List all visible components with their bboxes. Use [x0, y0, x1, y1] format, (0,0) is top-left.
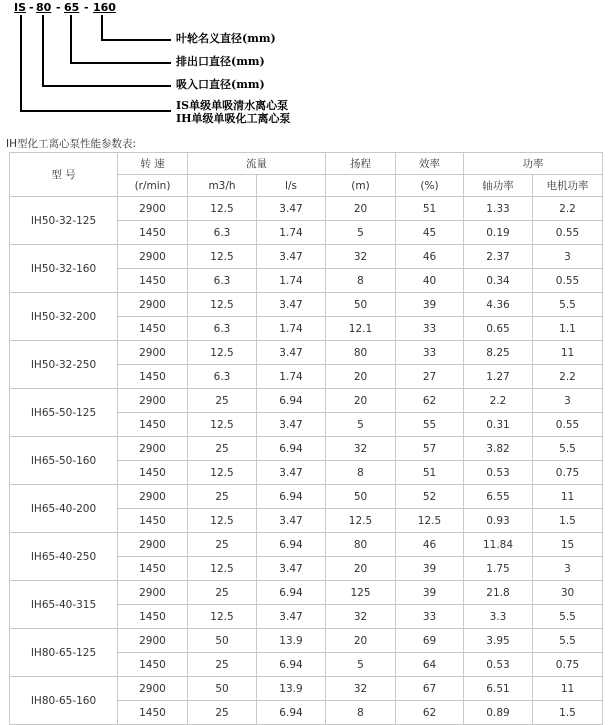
speed-cell: 2900: [118, 629, 188, 653]
flow-m3h-cell: 12.5: [188, 461, 257, 485]
shaft-power-cell: 0.34: [464, 269, 533, 293]
efficiency-cell: 33: [396, 605, 464, 629]
speed-cell: 2900: [118, 341, 188, 365]
header-model: 型 号: [10, 153, 118, 197]
table-row: [10, 341, 603, 365]
head-cell: 50: [326, 293, 396, 317]
flow-m3h-cell: 12.5: [188, 341, 257, 365]
flow-m3h-cell: 50: [188, 629, 257, 653]
head-cell: 32: [326, 245, 396, 269]
flow-ls-cell: 6.94: [257, 653, 326, 677]
flow-ls-cell: 6.94: [257, 533, 326, 557]
model-cell: IH80-65-160: [10, 677, 118, 725]
motor-power-cell: 5.5: [533, 293, 603, 317]
flow-m3h-cell: 25: [188, 485, 257, 509]
leader-line: [20, 15, 22, 111]
speed-cell: 1450: [118, 221, 188, 245]
label-impeller-diameter: 叶轮名义直径(mm): [176, 32, 276, 45]
leader-line: [101, 15, 103, 40]
speed-cell: 2900: [118, 389, 188, 413]
flow-ls-cell: 3.47: [257, 509, 326, 533]
flow-m3h-cell: 6.3: [188, 317, 257, 341]
model-cell: IH65-40-315: [10, 581, 118, 629]
unit-speed: (r/min): [118, 175, 188, 197]
model-cell: IH50-32-160: [10, 245, 118, 293]
motor-power-cell: 3: [533, 389, 603, 413]
flow-ls-cell: 13.9: [257, 629, 326, 653]
efficiency-cell: 45: [396, 221, 464, 245]
shaft-power-cell: 3.3: [464, 605, 533, 629]
speed-cell: 1450: [118, 653, 188, 677]
model-cell: IH65-50-125: [10, 389, 118, 437]
head-cell: 50: [326, 485, 396, 509]
header-power: 功率: [464, 153, 603, 175]
head-cell: 32: [326, 437, 396, 461]
header-head: 扬程: [326, 153, 396, 175]
flow-m3h-cell: 6.3: [188, 365, 257, 389]
flow-m3h-cell: 12.5: [188, 557, 257, 581]
motor-power-cell: 3: [533, 245, 603, 269]
shaft-power-cell: 6.51: [464, 677, 533, 701]
shaft-power-cell: 2.2: [464, 389, 533, 413]
model-cell: IH65-40-250: [10, 533, 118, 581]
flow-m3h-cell: 6.3: [188, 269, 257, 293]
speed-cell: 1450: [118, 557, 188, 581]
shaft-power-cell: 21.8: [464, 581, 533, 605]
code-separator: -: [29, 1, 34, 14]
efficiency-cell: 33: [396, 341, 464, 365]
head-cell: 8: [326, 269, 396, 293]
model-cell: IH80-65-125: [10, 629, 118, 677]
leader-line: [101, 39, 171, 41]
speed-cell: 1450: [118, 269, 188, 293]
efficiency-cell: 62: [396, 701, 464, 725]
table-row: [10, 629, 603, 653]
shaft-power-cell: 0.65: [464, 317, 533, 341]
efficiency-cell: 51: [396, 461, 464, 485]
unit-motor-power: 电机功率: [533, 175, 603, 197]
motor-power-cell: 0.55: [533, 269, 603, 293]
table-caption: IH型化工离心泵性能参数表:: [6, 138, 137, 150]
shaft-power-cell: 8.25: [464, 341, 533, 365]
leader-line: [42, 15, 44, 86]
header-row: [10, 153, 603, 175]
code-separator: -: [56, 1, 61, 14]
flow-m3h-cell: 12.5: [188, 293, 257, 317]
shaft-power-cell: 0.19: [464, 221, 533, 245]
efficiency-cell: 40: [396, 269, 464, 293]
model-cell: IH50-32-250: [10, 341, 118, 389]
head-cell: 80: [326, 341, 396, 365]
flow-ls-cell: 6.94: [257, 485, 326, 509]
efficiency-cell: 39: [396, 581, 464, 605]
flow-ls-cell: 3.47: [257, 293, 326, 317]
unit-head: (m): [326, 175, 396, 197]
code-segment-inlet: 80: [36, 1, 52, 14]
motor-power-cell: 0.55: [533, 413, 603, 437]
label-outlet-diameter: 排出口直径(mm): [176, 55, 265, 68]
flow-ls-cell: 3.47: [257, 605, 326, 629]
head-cell: 32: [326, 677, 396, 701]
shaft-power-cell: 0.31: [464, 413, 533, 437]
table-row: [10, 437, 603, 461]
performance-table: [9, 152, 603, 725]
motor-power-cell: 0.55: [533, 221, 603, 245]
head-cell: 5: [326, 413, 396, 437]
header-efficiency: 效率: [396, 153, 464, 175]
flow-ls-cell: 3.47: [257, 461, 326, 485]
leader-line: [70, 62, 171, 64]
table-row: [10, 389, 603, 413]
shaft-power-cell: 2.37: [464, 245, 533, 269]
speed-cell: 2900: [118, 293, 188, 317]
model-cell: IH50-32-200: [10, 293, 118, 341]
leader-line: [20, 110, 171, 112]
shaft-power-cell: 4.36: [464, 293, 533, 317]
header-flow: 流量: [188, 153, 326, 175]
motor-power-cell: 3: [533, 557, 603, 581]
efficiency-cell: 52: [396, 485, 464, 509]
head-cell: 20: [326, 365, 396, 389]
flow-ls-cell: 6.94: [257, 701, 326, 725]
speed-cell: 1450: [118, 509, 188, 533]
label-inlet-diameter: 吸入口直径(mm): [176, 78, 265, 91]
leader-line: [42, 85, 171, 87]
table-row: [10, 677, 603, 701]
table-row: [10, 533, 603, 557]
flow-m3h-cell: 12.5: [188, 605, 257, 629]
flow-m3h-cell: 12.5: [188, 197, 257, 221]
flow-ls-cell: 1.74: [257, 317, 326, 341]
flow-ls-cell: 3.47: [257, 245, 326, 269]
motor-power-cell: 0.75: [533, 653, 603, 677]
code-separator: -: [84, 1, 89, 14]
shaft-power-cell: 1.33: [464, 197, 533, 221]
flow-m3h-cell: 25: [188, 701, 257, 725]
flow-m3h-cell: 12.5: [188, 245, 257, 269]
speed-cell: 2900: [118, 485, 188, 509]
flow-m3h-cell: 12.5: [188, 509, 257, 533]
head-cell: 5: [326, 221, 396, 245]
motor-power-cell: 1.5: [533, 509, 603, 533]
shaft-power-cell: 3.82: [464, 437, 533, 461]
motor-power-cell: 5.5: [533, 437, 603, 461]
code-segment-outlet: 65: [64, 1, 80, 14]
table-row: [10, 197, 603, 221]
flow-m3h-cell: 25: [188, 389, 257, 413]
shaft-power-cell: 3.95: [464, 629, 533, 653]
flow-ls-cell: 6.94: [257, 389, 326, 413]
model-cell: IH65-40-200: [10, 485, 118, 533]
label-is-pump: IS单级单吸清水离心泵: [176, 99, 289, 112]
unit-efficiency: (%): [396, 175, 464, 197]
code-segment-impeller: 160: [93, 1, 116, 14]
efficiency-cell: 67: [396, 677, 464, 701]
speed-cell: 2900: [118, 197, 188, 221]
head-cell: 20: [326, 389, 396, 413]
table-row: [10, 581, 603, 605]
head-cell: 8: [326, 701, 396, 725]
motor-power-cell: 1.5: [533, 701, 603, 725]
flow-m3h-cell: 6.3: [188, 221, 257, 245]
flow-m3h-cell: 25: [188, 533, 257, 557]
flow-ls-cell: 3.47: [257, 413, 326, 437]
speed-cell: 1450: [118, 413, 188, 437]
speed-cell: 1450: [118, 461, 188, 485]
speed-cell: 1450: [118, 317, 188, 341]
head-cell: 12.5: [326, 509, 396, 533]
efficiency-cell: 39: [396, 557, 464, 581]
flow-ls-cell: 3.47: [257, 341, 326, 365]
head-cell: 8: [326, 461, 396, 485]
flow-m3h-cell: 25: [188, 653, 257, 677]
efficiency-cell: 69: [396, 629, 464, 653]
unit-flow-ls: l/s: [257, 175, 326, 197]
flow-ls-cell: 3.47: [257, 557, 326, 581]
header-speed: 转 速: [118, 153, 188, 175]
motor-power-cell: 2.2: [533, 197, 603, 221]
efficiency-cell: 46: [396, 245, 464, 269]
motor-power-cell: 5.5: [533, 605, 603, 629]
efficiency-cell: 57: [396, 437, 464, 461]
efficiency-cell: 62: [396, 389, 464, 413]
head-cell: 20: [326, 629, 396, 653]
speed-cell: 2900: [118, 533, 188, 557]
shaft-power-cell: 0.89: [464, 701, 533, 725]
motor-power-cell: 0.75: [533, 461, 603, 485]
efficiency-cell: 33: [396, 317, 464, 341]
unit-shaft-power: 轴功率: [464, 175, 533, 197]
motor-power-cell: 2.2: [533, 365, 603, 389]
flow-ls-cell: 1.74: [257, 269, 326, 293]
motor-power-cell: 11: [533, 485, 603, 509]
efficiency-cell: 46: [396, 533, 464, 557]
motor-power-cell: 5.5: [533, 629, 603, 653]
table-row: [10, 485, 603, 509]
flow-ls-cell: 6.94: [257, 581, 326, 605]
flow-ls-cell: 6.94: [257, 437, 326, 461]
speed-cell: 2900: [118, 437, 188, 461]
head-cell: 20: [326, 557, 396, 581]
efficiency-cell: 39: [396, 293, 464, 317]
model-code-diagram: [0, 0, 610, 130]
flow-ls-cell: 13.9: [257, 677, 326, 701]
speed-cell: 1450: [118, 605, 188, 629]
motor-power-cell: 1.1: [533, 317, 603, 341]
efficiency-cell: 55: [396, 413, 464, 437]
table-row: [10, 293, 603, 317]
shaft-power-cell: 6.55: [464, 485, 533, 509]
table-row: [10, 245, 603, 269]
head-cell: 5: [326, 653, 396, 677]
motor-power-cell: 15: [533, 533, 603, 557]
shaft-power-cell: 11.84: [464, 533, 533, 557]
flow-m3h-cell: 12.5: [188, 413, 257, 437]
code-segment-type: IS: [14, 1, 27, 14]
flow-ls-cell: 3.47: [257, 197, 326, 221]
shaft-power-cell: 0.93: [464, 509, 533, 533]
flow-m3h-cell: 25: [188, 581, 257, 605]
head-cell: 12.1: [326, 317, 396, 341]
shaft-power-cell: 0.53: [464, 653, 533, 677]
speed-cell: 2900: [118, 581, 188, 605]
flow-ls-cell: 1.74: [257, 365, 326, 389]
motor-power-cell: 11: [533, 341, 603, 365]
leader-line: [70, 15, 72, 63]
head-cell: 80: [326, 533, 396, 557]
flow-ls-cell: 1.74: [257, 221, 326, 245]
shaft-power-cell: 1.27: [464, 365, 533, 389]
efficiency-cell: 27: [396, 365, 464, 389]
label-ih-pump: IH单级单吸化工离心泵: [176, 112, 291, 125]
model-cell: IH50-32-125: [10, 197, 118, 245]
speed-cell: 1450: [118, 365, 188, 389]
model-cell: IH65-50-160: [10, 437, 118, 485]
head-cell: 20: [326, 197, 396, 221]
head-cell: 125: [326, 581, 396, 605]
flow-m3h-cell: 50: [188, 677, 257, 701]
head-cell: 32: [326, 605, 396, 629]
shaft-power-cell: 1.75: [464, 557, 533, 581]
shaft-power-cell: 0.53: [464, 461, 533, 485]
unit-flow-m3h: m3/h: [188, 175, 257, 197]
speed-cell: 2900: [118, 677, 188, 701]
flow-m3h-cell: 25: [188, 437, 257, 461]
efficiency-cell: 12.5: [396, 509, 464, 533]
efficiency-cell: 64: [396, 653, 464, 677]
speed-cell: 2900: [118, 245, 188, 269]
efficiency-cell: 51: [396, 197, 464, 221]
motor-power-cell: 30: [533, 581, 603, 605]
motor-power-cell: 11: [533, 677, 603, 701]
speed-cell: 1450: [118, 701, 188, 725]
